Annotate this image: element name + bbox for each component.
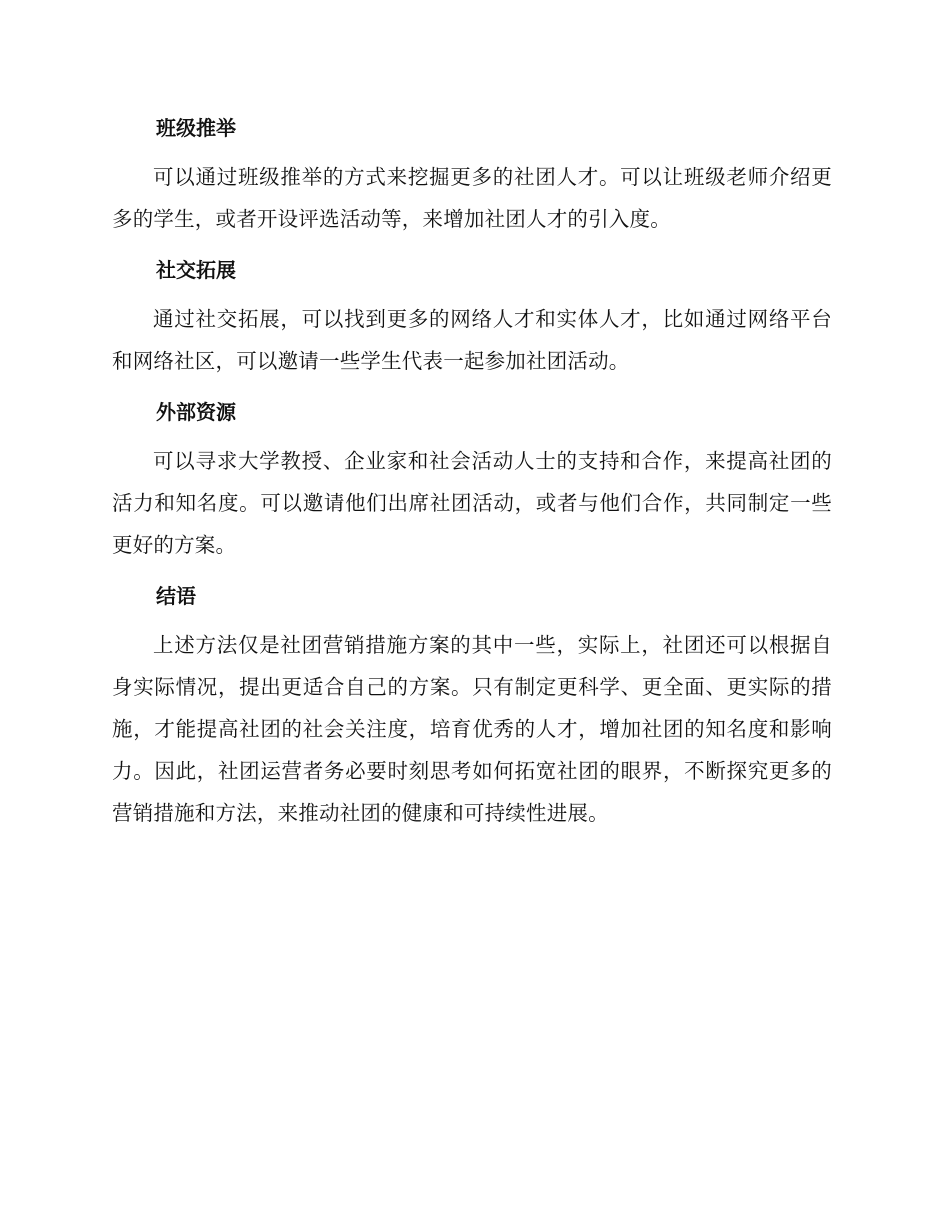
section-social-expansion — [112, 250, 832, 382]
section-conclusion — [112, 576, 832, 834]
section-paragraph: 可以通过班级推举的方式来挖掘更多的社团人才。可以让班级老师介绍更多的学生，或者开设评选活动等，来增加社团人才的引入度。 — [112, 165, 832, 231]
section-class-recommendation — [112, 108, 832, 240]
section-external-resources — [112, 392, 832, 566]
section-heading: 外部资源 — [156, 400, 236, 424]
section-heading: 社交拓展 — [156, 258, 236, 282]
section-paragraph: 通过社交拓展，可以找到更多的网络人才和实体人才，比如通过网络平台和网络社区，可以邀请一些学生代表一起参加社团活动。 — [112, 307, 832, 373]
document-page — [112, 108, 832, 844]
section-heading: 班级推举 — [156, 116, 236, 140]
section-paragraph: 可以寻求大学教授、企业家和社会活动人士的支持和合作，来提高社团的活力和知名度。可以邀请他们出席社团活动，或者与他们合作，共同制定一些更好的方案。 — [112, 449, 832, 557]
section-paragraph: 上述方法仅是社团营销措施方案的其中一些，实际上，社团还可以根据自身实际情况，提出更适合自己的方案。只有制定更科学、更全面、更实际的措施，才能提高社团的社会关注度，培育优秀的人才，增加社团的知名度和影响力。因此，社团运营者务必要时刻思考如何拓宽社团的眼界，不断探究更多的营销措施和方法，来推动社团的健康和可持续性进展。 — [112, 633, 832, 825]
section-heading: 结语 — [156, 584, 196, 608]
